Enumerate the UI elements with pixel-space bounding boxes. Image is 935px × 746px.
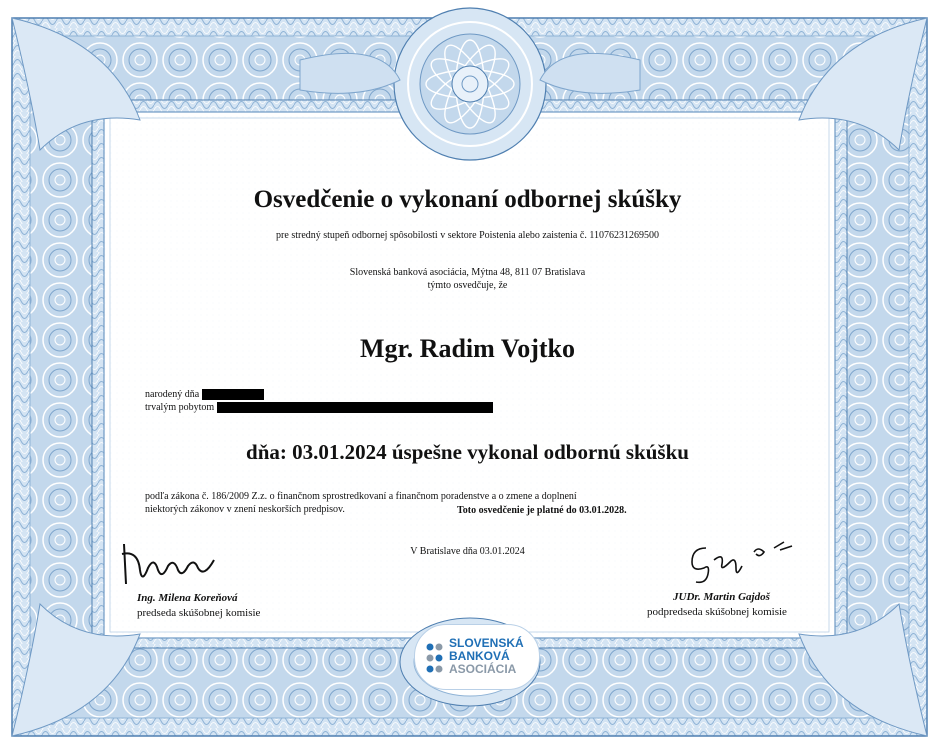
right-signer-role: podpredseda skúšobnej komisie bbox=[647, 606, 787, 618]
birth-date-label: narodený dňa bbox=[145, 389, 200, 400]
birth-date-row bbox=[145, 388, 493, 401]
right-signer-name: JUDr. Martin Gajdoš bbox=[673, 591, 770, 603]
exam-passed-statement: dňa: 03.01.2024 úspešne vykonal odbornú skúšku bbox=[246, 440, 689, 464]
redacted-birth-date bbox=[202, 389, 264, 400]
residence-label: trvalým pobytom bbox=[145, 402, 215, 413]
left-signature-image bbox=[118, 540, 228, 590]
validity-statement: Toto osvedčenie je platné do 03.01.2028. bbox=[457, 505, 627, 516]
association-logo bbox=[414, 624, 540, 690]
redacted-residence bbox=[217, 402, 493, 413]
legal-basis-line2: niektorých zákonov v znení neskorších predpisov. bbox=[145, 504, 345, 515]
place-and-date: V Bratislave dňa 03.01.2024 bbox=[410, 546, 525, 557]
right-signature-image bbox=[684, 538, 804, 588]
residence-row bbox=[145, 401, 493, 414]
personal-details bbox=[145, 388, 493, 414]
left-signer-role: predseda skúšobnej komisie bbox=[137, 607, 261, 619]
logo-line2: BANKOVÁ bbox=[449, 649, 510, 663]
issuer-statement: týmto osvedčuje, že bbox=[427, 280, 508, 291]
logo-wordmark bbox=[449, 637, 524, 676]
logo-line1: SLOVENSKÁ bbox=[449, 636, 524, 650]
issuer-address: Slovenská banková asociácia, Mýtna 48, 811 07 Bratislava bbox=[349, 267, 586, 278]
certificate-title: Osvedčenie o vykonaní odbornej skúšky bbox=[253, 186, 682, 213]
certificate-subtitle: pre stredný stupeň odbornej spôsobilosti v sektore Poistenia alebo zaistenia č. 11076231269500 bbox=[276, 230, 659, 241]
left-signer-name: Ing. Milena Koreňová bbox=[137, 592, 238, 604]
logo-dots-icon bbox=[425, 642, 447, 674]
legal-basis-line1: podľa zákona č. 186/2009 Z.z. o finančnom sprostredkovaní a finančnom poradenstve a o zmene a doplnení bbox=[145, 491, 577, 502]
holder-name: Mgr. Radim Vojtko bbox=[359, 334, 575, 363]
logo-line3: ASOCIÁCIA bbox=[449, 662, 517, 676]
issuer-block bbox=[0, 266, 935, 292]
